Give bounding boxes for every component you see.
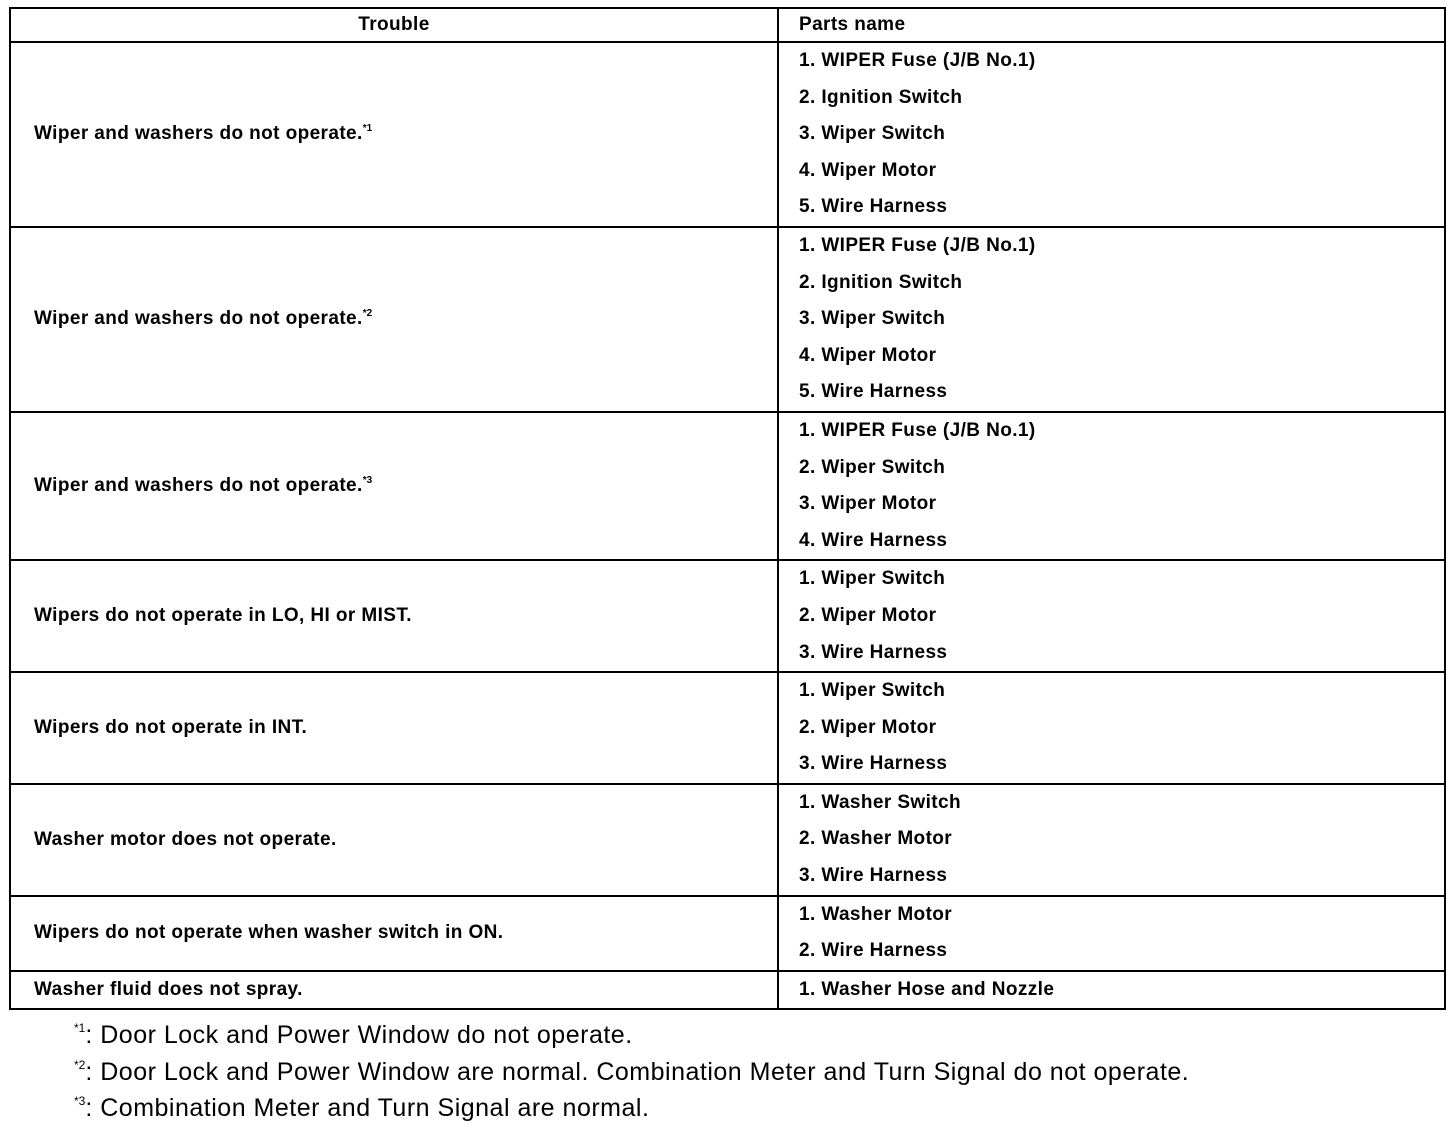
trouble-text: Wipers do not operate in LO, HI or MIST.: [34, 605, 412, 627]
footnote-marker: *3: [362, 475, 373, 487]
footnote-marker: *2: [362, 308, 373, 320]
table-row: [10, 971, 1445, 1010]
part-item: 2. Ignition Switch: [799, 86, 963, 108]
table-row: [10, 896, 1445, 971]
table-row: [10, 227, 1445, 412]
table-row: [10, 672, 1445, 784]
trouble-text: Wipers do not operate when washer switch in ON.: [34, 922, 504, 944]
footnote-mark: *1: [74, 1021, 86, 1035]
footnote-marker: *1: [362, 123, 373, 135]
trouble-text: Wiper and washers do not operate.: [34, 123, 363, 145]
trouble-cell: [10, 896, 778, 971]
part-item: 4. Wiper Motor: [799, 159, 937, 181]
part-item: 1. WIPER Fuse (J/B No.1): [799, 50, 1036, 71]
part-item: 3. Wire Harness: [799, 753, 948, 775]
part-item: 5. Wire Harness: [799, 196, 948, 218]
header-parts-name: Parts name: [778, 8, 1445, 42]
trouble-cell: [10, 42, 778, 227]
part-item: 1. Washer Switch: [799, 791, 961, 813]
part-item: 3. Wiper Switch: [799, 308, 946, 330]
part-item: 2. Wiper Motor: [799, 604, 937, 626]
part-item: 2. Wiper Motor: [799, 716, 937, 738]
part-item: 2. Washer Motor: [799, 828, 953, 850]
trouble-text: Wiper and washers do not operate.: [34, 475, 363, 497]
part-item: 3. Wire Harness: [799, 641, 948, 663]
footnote-line: [74, 1090, 1189, 1127]
trouble-cell: [10, 227, 778, 412]
footnote-line: [74, 1054, 1189, 1091]
parts-cell: [778, 672, 1445, 784]
part-item: 3. Wiper Switch: [799, 123, 946, 145]
trouble-cell: [10, 971, 778, 1010]
table-body: [10, 42, 1445, 1009]
part-item: 1. Washer Motor: [799, 903, 953, 925]
table-row: [10, 412, 1445, 560]
parts-cell: [778, 42, 1445, 227]
table-row: [10, 560, 1445, 672]
trouble-text: Wipers do not operate in INT.: [34, 716, 308, 738]
part-item: 4. Wire Harness: [799, 529, 948, 551]
trouble-parts-table: [9, 7, 1446, 1010]
header-trouble: Trouble: [10, 8, 778, 42]
part-item: 3. Wiper Motor: [799, 493, 937, 515]
trouble-cell: [10, 672, 778, 784]
part-item: 4. Wiper Motor: [799, 344, 937, 366]
parts-cell: [778, 412, 1445, 560]
part-item: 1. Wiper Switch: [799, 568, 946, 590]
part-item: 2. Ignition Switch: [799, 271, 963, 293]
parts-cell: [778, 784, 1445, 896]
footnote-text: : Door Lock and Power Window are normal. Combination Meter and Turn Signal do not operate.: [85, 1057, 1190, 1086]
footnote-line: [74, 1017, 1189, 1054]
part-item: 1. Wiper Switch: [799, 680, 946, 702]
footnote-mark: *2: [74, 1057, 86, 1072]
parts-cell: [778, 560, 1445, 672]
trouble-text: Washer motor does not operate.: [34, 828, 337, 850]
footnotes: [74, 1017, 1189, 1127]
parts-cell: [778, 971, 1445, 1010]
part-item: 1. WIPER Fuse (J/B No.1): [799, 419, 1036, 441]
table-row: [10, 42, 1445, 227]
trouble-text: Wiper and washers do not operate.: [34, 308, 363, 330]
part-item: 3. Wire Harness: [799, 865, 948, 887]
part-item: 1. WIPER Fuse (J/B No.1): [799, 234, 1036, 256]
parts-cell: [778, 227, 1445, 412]
trouble-text: Washer fluid does not spray.: [34, 979, 303, 1001]
table-row: [10, 784, 1445, 896]
footnote-text: : Combination Meter and Turn Signal are normal.: [85, 1094, 650, 1122]
part-item: 2. Wire Harness: [799, 940, 948, 962]
part-item: 2. Wiper Switch: [799, 456, 946, 478]
trouble-cell: [10, 412, 778, 560]
trouble-cell: [10, 560, 778, 672]
footnote-mark: *3: [74, 1094, 86, 1108]
footnote-text: : Door Lock and Power Window do not operate.: [85, 1021, 633, 1049]
table-header-row: [10, 8, 1445, 42]
part-item: 1. Washer Hose and Nozzle: [799, 978, 1055, 1000]
trouble-cell: [10, 784, 778, 896]
part-item: 5. Wire Harness: [799, 381, 948, 403]
parts-cell: [778, 896, 1445, 971]
